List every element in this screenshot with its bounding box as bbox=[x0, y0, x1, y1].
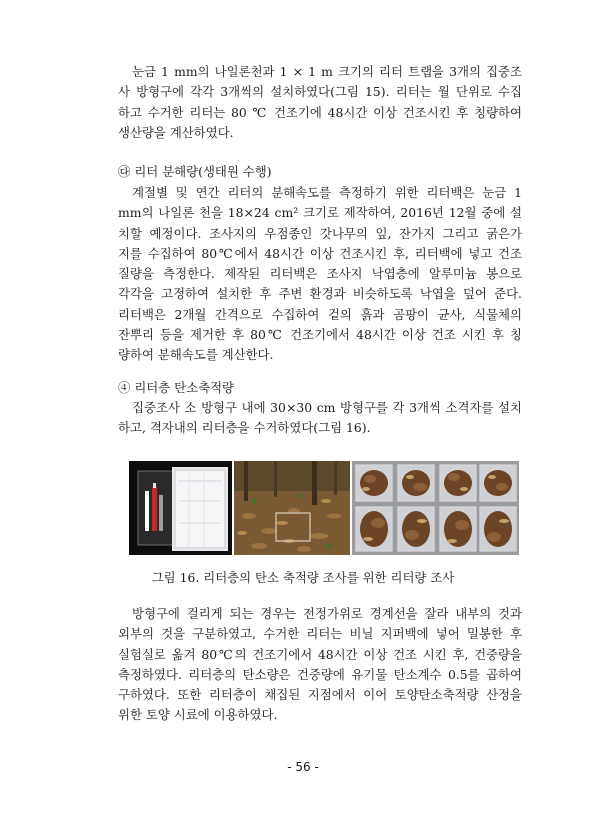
forest-floor-quadrat-photo bbox=[234, 461, 350, 555]
text-line: 계절별 및 연간 리터의 분해속도를 측정하기 위한 리터백은 눈금 1 bbox=[132, 185, 522, 200]
text-line: 하고 수거한 리터는 80 ℃ 건조기에 48시간 이상 건조시킨 후 칭량하여 bbox=[118, 104, 522, 120]
text-line: mm의 나일론 천을 18×24 cm² 크기로 제작하여, 2016년 12월 중에 설 bbox=[118, 205, 522, 221]
paragraph-litter-trap bbox=[118, 62, 522, 143]
litter-trays-photo bbox=[352, 461, 519, 555]
figure-caption: 그림 16. 리터층의 탄소 축적량 조사를 위한 리터량 조사 bbox=[151, 570, 455, 585]
text-line: 생산량을 계산하였다. bbox=[118, 124, 234, 140]
section-heading-litter-decomposition: ㉰ 리터 분해량(생태원 수행) bbox=[118, 164, 272, 179]
text-line: 량하여 분해속도를 계산한다. bbox=[118, 347, 274, 363]
text-line: 잔뿌리 등을 제거한 후 80℃ 건조기에서 48시간 이상 건조 시킨 후 칭 bbox=[118, 327, 522, 343]
text-line: 구하였다. 또한 리터층이 채집된 지점에서 이어 토양탄소축적량 산정을 bbox=[118, 687, 522, 703]
text-line: 각각을 고정하여 설치한 후 주변 환경과 비슷하도록 낙엽을 덮어 준다. bbox=[118, 286, 522, 302]
text-line: 지를 수집하여 80℃에서 48시간 이상 건조시킨 후, 리터백에 넣고 건조 bbox=[118, 245, 522, 261]
text-line: 눈금 1 mm의 나일론천과 1 × 1 m 크기의 리터 트랩을 3개의 집중조 bbox=[132, 64, 522, 79]
page-number: - 56 - bbox=[287, 760, 319, 774]
paragraph-litterbag bbox=[118, 183, 522, 366]
text-line: 리터백은 2개월 간격으로 수집하여 겉의 흙과 곰팡이 균사, 식물체의 bbox=[118, 306, 522, 322]
text-line: 치할 예정이다. 조사지의 우점종인 갓나무의 잎, 잔가지 그리고 굵은가 bbox=[118, 225, 522, 241]
paragraph-litter-processing bbox=[118, 604, 522, 726]
section-heading-litter-carbon: ④ 리터층 탄소축적량 bbox=[118, 380, 235, 395]
litter-bag-photo bbox=[129, 461, 232, 555]
text-line: 하고, 격자내의 리터층을 수거하였다(그림 16). bbox=[118, 420, 371, 436]
text-line: 외부의 것을 구분하였고, 수거한 리터는 비닐 지퍼백에 넣어 밀봉한 후 bbox=[118, 626, 522, 642]
text-line: 방형구에 걸리게 되는 경우는 전정가위로 경계선을 잘라 내부의 것과 bbox=[132, 606, 522, 621]
text-line: 실험실로 옮겨 80℃의 건조기에서 48시간 이상 건조 시킨 후, 건중량을 bbox=[118, 646, 522, 662]
text-line: 집중조사 소 방형구 내에 30×30 cm 방형구를 각 3개씩 소격자를 설치 bbox=[132, 400, 522, 415]
text-line: 질량을 측정한다. 제작된 리터백은 조사지 낙엽층에 알루미늄 봉으로 bbox=[118, 266, 522, 282]
text-line: 위한 토양 시료에 이용하였다. bbox=[118, 707, 278, 723]
text-line: 측정하였다. 리터층의 탄소량은 건중량에 유기물 탄소계수 0.5를 곱하여 bbox=[118, 666, 522, 682]
paragraph-quadrat bbox=[118, 398, 522, 439]
text-line: 사 방형구에 각각 3개씩의 설치하였다(그림 15). 리터는 월 단위로 수집 bbox=[118, 84, 522, 100]
